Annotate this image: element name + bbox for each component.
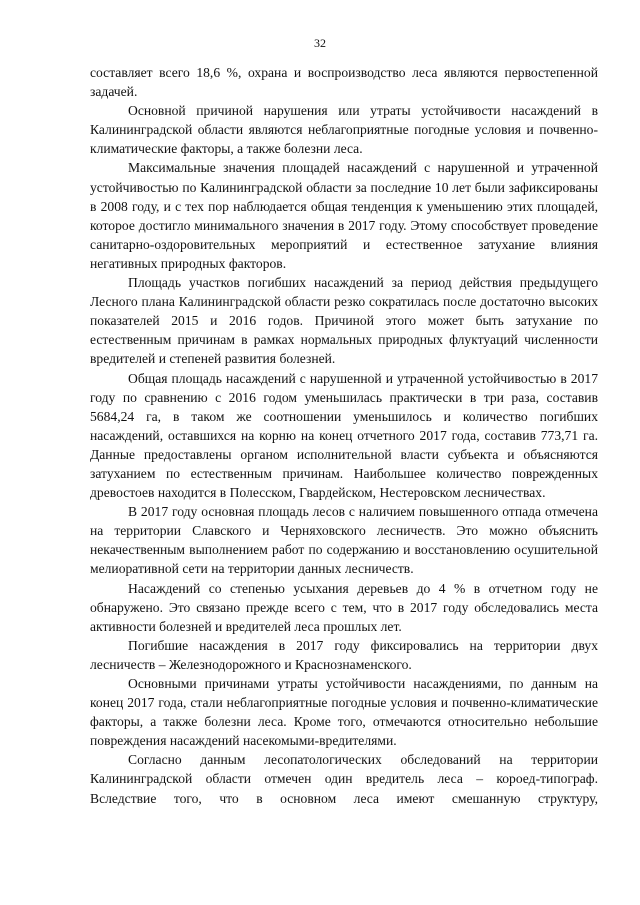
paragraph: В 2017 году основная площадь лесов с наличием повышенного отпада отмечена на территории Славского и Черняховского лесничеств. Это можно объяснить некачественным выполнением работ по содержанию и восстановлению осушительной мелиоративной сети на территории данных лесничеств. bbox=[90, 504, 598, 577]
paragraph-trailing: Согласно данным лесопатологических обследований на территории Калининградской области отмечен один вредитель леса – короед-типограф. Вследствие того, что в основном леса имеют смешанную структуру, bbox=[90, 752, 598, 806]
paragraph: Основными причинами утраты устойчивости насаждениями, по данным на конец 2017 года, стали неблагоприятные погодные условия и почвенно-климатические факторы, а также болезни леса. Кроме того, отмечаются относительно небольшие повреждения насаждений насекомыми-вредителями. bbox=[90, 676, 598, 749]
paragraph-continuation: составляет всего 18,6 %, охрана и воспроизводство леса являются первостепенной задачей. bbox=[90, 65, 598, 100]
page-number: 32 bbox=[314, 36, 326, 50]
paragraph: Погибшие насаждения в 2017 году фиксировались на территории двух лесничеств – Железнодорожного и Краснознаменского. bbox=[90, 637, 598, 672]
paragraph: Максимальные значения площадей насаждений с нарушенной и утраченной устойчивостью по Калининградской области за последние 10 лет были зафиксированы в 2008 году, и с тех пор наблюдается общая тенденция к уменьшению этих площадей, которое достигло минимального значения в 2017 году. Этому способствует проведение санитарно-оздоровительных мероприятий и естественное затухание влияния негативных природных факторов. bbox=[90, 160, 598, 271]
paragraph: Площадь участков погибших насаждений за период действия предыдущего Лесного плана Калининградской области резко сократилась после достаточно высоких показателей 2015 и 2016 годов. Причиной этого может быть затухание по естественным причинам в рамках нормальных природных флуктуаций численности вредителей и степеней развития болезней. bbox=[90, 275, 598, 367]
paragraph: Основной причиной нарушения или утраты устойчивости насаждений в Калининградской области являются неблагоприятные погодные условия и почвенно-климатические факторы, а также болезни леса. bbox=[90, 103, 598, 157]
document-body bbox=[90, 63, 598, 808]
paragraph: Общая площадь насаждений с нарушенной и утраченной устойчивостью в 2017 году по сравнению с 2016 годом уменьшилась практически в три раза, составив 5684,24 га, в таком же соотношении уменьшилось и количество погибших насаждений, оставшихся на корню на конец отчетного 2017 года, составив 773,71 га. Данные предоставлены органом исполнительной власти субъекта и объясняются затуханием по естественным причинам. Наибольшее количество поврежденных древостоев находится в Полесском, Гвардейском, Нестеровском лесничествах. bbox=[90, 370, 598, 501]
paragraph: Насаждений со степенью усыхания деревьев до 4 % в отчетном году не обнаружено. Это связано прежде всего с тем, что в 2017 году обследовались места активности болезней и вредителей леса прошлых лет. bbox=[90, 580, 598, 634]
